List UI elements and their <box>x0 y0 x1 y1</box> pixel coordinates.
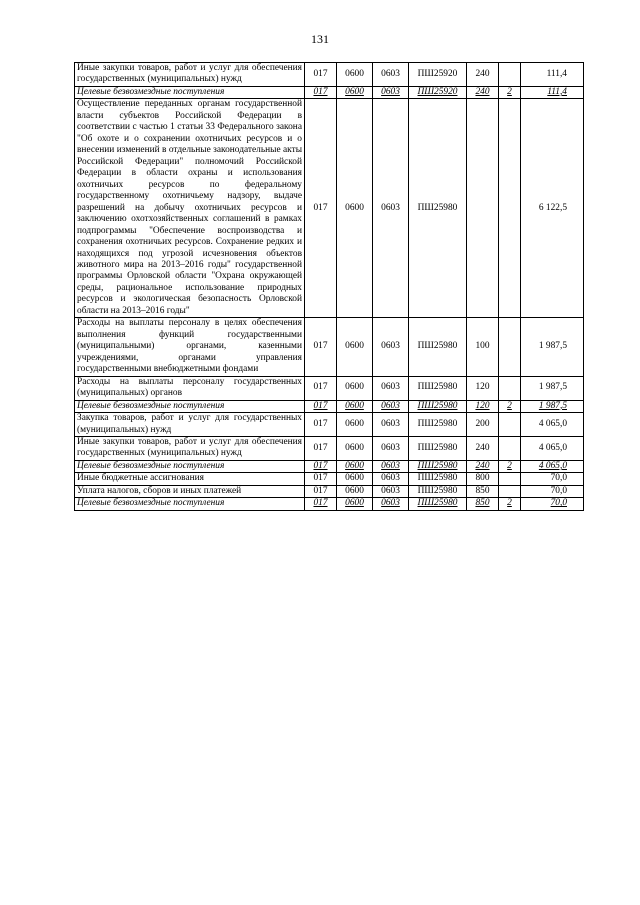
row-amount: 70,0 <box>521 473 584 485</box>
row-amount: 1 987,5 <box>521 376 584 400</box>
row-description: Иные закупки товаров, работ и услуг для обеспечения государственных (муниципальных) нужд <box>75 437 305 461</box>
row-expense-type: 200 <box>467 413 499 437</box>
table-row <box>75 400 584 412</box>
row-section-code: 0600 <box>337 318 373 376</box>
row-expense-type: 240 <box>467 63 499 87</box>
row-ministry-code: 017 <box>305 473 337 485</box>
table-row <box>75 498 584 510</box>
row-ministry-code: 017 <box>305 376 337 400</box>
row-description: Уплата налогов, сборов и иных платежей <box>75 485 305 497</box>
row-ministry-code: 017 <box>305 400 337 412</box>
row-source-code <box>499 318 521 376</box>
row-expense-type: 240 <box>467 460 499 472</box>
row-amount: 1 987,5 <box>521 318 584 376</box>
row-target-article: ПШ25980 <box>409 485 467 497</box>
row-ministry-code: 017 <box>305 86 337 98</box>
row-subsection-code: 0603 <box>373 485 409 497</box>
row-source-code <box>499 376 521 400</box>
row-expense-type: 850 <box>467 485 499 497</box>
row-target-article: ПШ25980 <box>409 99 467 318</box>
row-source-code: 2 <box>499 498 521 510</box>
row-target-article: ПШ25980 <box>409 437 467 461</box>
table-row <box>75 86 584 98</box>
table-row <box>75 485 584 497</box>
row-source-code <box>499 63 521 87</box>
row-amount: 70,0 <box>521 485 584 497</box>
row-description: Иные бюджетные ассигнования <box>75 473 305 485</box>
row-source-code <box>499 413 521 437</box>
row-source-code: 2 <box>499 460 521 472</box>
row-amount: 4 065,0 <box>521 413 584 437</box>
row-description: Иные закупки товаров, работ и услуг для обеспечения государственных (муниципальных) нужд <box>75 63 305 87</box>
row-source-code <box>499 473 521 485</box>
row-description: Целевые безвозмездные поступления <box>75 400 305 412</box>
row-expense-type: 120 <box>467 400 499 412</box>
row-expense-type <box>467 99 499 318</box>
row-section-code: 0600 <box>337 376 373 400</box>
row-description: Расходы на выплаты персоналу в целях обеспечения выполнения функций государственными (муниципальными) органами, казенными учреждениями, органами управления государственными внебюджетными фондами <box>75 318 305 376</box>
table-row <box>75 376 584 400</box>
row-section-code: 0600 <box>337 413 373 437</box>
row-source-code: 2 <box>499 400 521 412</box>
row-description: Закупка товаров, работ и услуг для государственных (муниципальных) нужд <box>75 413 305 437</box>
row-section-code: 0600 <box>337 498 373 510</box>
row-source-code <box>499 437 521 461</box>
row-subsection-code: 0603 <box>373 460 409 472</box>
row-ministry-code: 017 <box>305 63 337 87</box>
row-subsection-code: 0603 <box>373 400 409 412</box>
row-target-article: ПШ25980 <box>409 318 467 376</box>
row-subsection-code: 0603 <box>373 498 409 510</box>
row-target-article: ПШ25980 <box>409 400 467 412</box>
row-subsection-code: 0603 <box>373 63 409 87</box>
row-description: Целевые безвозмездные поступления <box>75 86 305 98</box>
table-row <box>75 413 584 437</box>
budget-table <box>74 62 584 511</box>
row-description: Расходы на выплаты персоналу государственных (муниципальных) органов <box>75 376 305 400</box>
table-row <box>75 460 584 472</box>
row-ministry-code: 017 <box>305 498 337 510</box>
row-expense-type: 850 <box>467 498 499 510</box>
row-expense-type: 240 <box>467 86 499 98</box>
row-section-code: 0600 <box>337 99 373 318</box>
row-subsection-code: 0603 <box>373 473 409 485</box>
row-ministry-code: 017 <box>305 318 337 376</box>
row-description: Целевые безвозмездные поступления <box>75 498 305 510</box>
row-section-code: 0600 <box>337 473 373 485</box>
row-section-code: 0600 <box>337 437 373 461</box>
table-body <box>75 63 584 511</box>
row-amount: 111,4 <box>521 63 584 87</box>
row-subsection-code: 0603 <box>373 99 409 318</box>
row-ministry-code: 017 <box>305 485 337 497</box>
row-subsection-code: 0603 <box>373 376 409 400</box>
row-ministry-code: 017 <box>305 413 337 437</box>
row-subsection-code: 0603 <box>373 413 409 437</box>
table-row <box>75 318 584 376</box>
row-section-code: 0600 <box>337 460 373 472</box>
row-target-article: ПШ25980 <box>409 460 467 472</box>
row-subsection-code: 0603 <box>373 86 409 98</box>
row-amount: 1 987,5 <box>521 400 584 412</box>
table-row <box>75 437 584 461</box>
row-expense-type: 800 <box>467 473 499 485</box>
row-source-code: 2 <box>499 86 521 98</box>
row-amount: 4 065,0 <box>521 460 584 472</box>
row-source-code <box>499 485 521 497</box>
row-ministry-code: 017 <box>305 437 337 461</box>
table-row <box>75 63 584 87</box>
table-row <box>75 99 584 318</box>
row-section-code: 0600 <box>337 86 373 98</box>
page-number: 131 <box>311 32 329 46</box>
row-target-article: ПШ25980 <box>409 376 467 400</box>
row-amount: 6 122,5 <box>521 99 584 318</box>
row-description: Осуществление переданных органам государственной власти субъектов Российской Федерации в соответствии с частью 1 статьи 33 Федерального закона "Об охоте и о сохранении охотничьих ресурсов и о внесении изменений в отдельные законодательные акты Российской Федерации" полномочий Российской Федерации в области охраны и использования охотничьих ресурсов по федеральному государственному охотничьему надзору, выдаче разрешений на добычу охотничьих ресурсов и заключению охотхозяйственных соглашений в рамках подпрограммы "Обеспечение воспроизводства и сохранения охотничьих ресурсов. Сохранение редких и находящихся под угрозой исчезновения объектов животного мира на 2013–2016 годы" государственной программы Орловской области "Охрана окружающей среды, рациональное использование природных ресурсов и экологическая безопасность Орловской области на 2013–2016 годы" <box>75 99 305 318</box>
table-row <box>75 473 584 485</box>
row-amount: 4 065,0 <box>521 437 584 461</box>
row-description: Целевые безвозмездные поступления <box>75 460 305 472</box>
row-target-article: ПШ25980 <box>409 413 467 437</box>
row-amount: 70,0 <box>521 498 584 510</box>
row-target-article: ПШ25920 <box>409 63 467 87</box>
row-expense-type: 100 <box>467 318 499 376</box>
row-section-code: 0600 <box>337 63 373 87</box>
row-target-article: ПШ25920 <box>409 86 467 98</box>
row-expense-type: 120 <box>467 376 499 400</box>
row-target-article: ПШ25980 <box>409 498 467 510</box>
row-section-code: 0600 <box>337 400 373 412</box>
row-ministry-code: 017 <box>305 460 337 472</box>
row-amount: 111,4 <box>521 86 584 98</box>
row-subsection-code: 0603 <box>373 437 409 461</box>
row-ministry-code: 017 <box>305 99 337 318</box>
row-section-code: 0600 <box>337 485 373 497</box>
row-expense-type: 240 <box>467 437 499 461</box>
row-target-article: ПШ25980 <box>409 473 467 485</box>
row-source-code <box>499 99 521 318</box>
row-subsection-code: 0603 <box>373 318 409 376</box>
